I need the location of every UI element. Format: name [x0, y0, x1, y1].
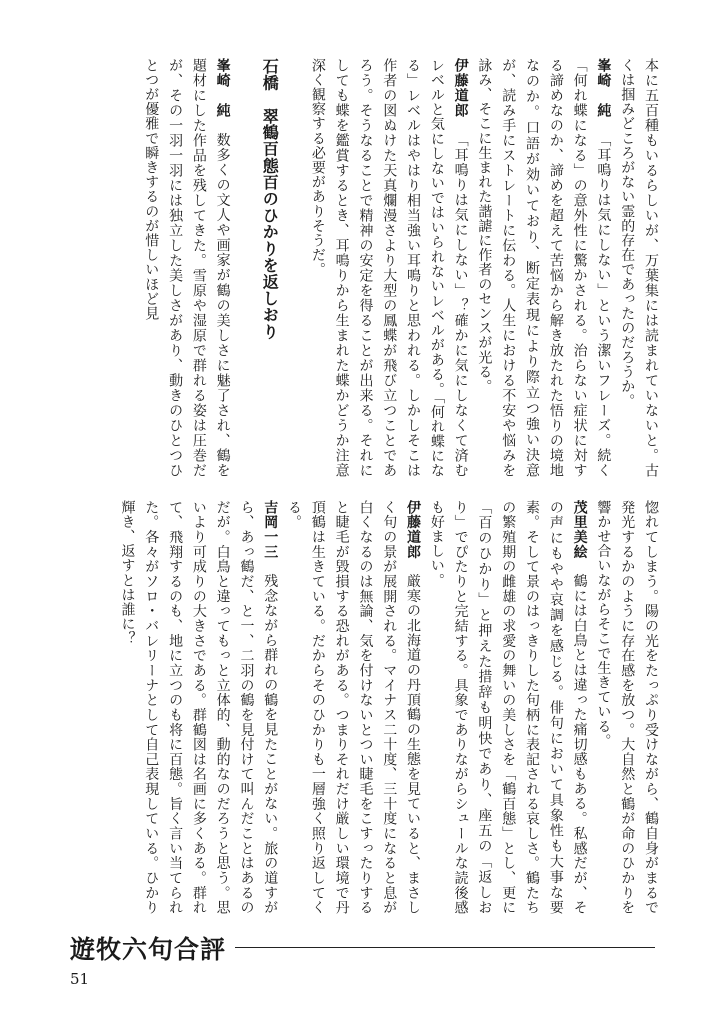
section-heading-line — [281, 58, 305, 478]
lower-text-column — [70, 500, 662, 915]
paragraph — [281, 500, 424, 915]
page-number: 51 — [70, 970, 90, 988]
title-rule — [235, 947, 655, 948]
commenter-name: 峯崎 純 — [595, 58, 612, 119]
paragraph-text: 鶴には白鳥とは違った痛切感もある。私感だが、その声にもやや哀調を感じる。俳句において具象性も大事な要素。そして景のはっきりした句柄に表記される哀しさ。鶴たちの繁殖期の雌雄の求愛の舞いの美しさを「鶴百態」とし、更に「百のひかり」と押えた措辞も明快であり、座五の「返しおり」でぴたりと完結する。具象でありながらシュールな読後感も好ましい。 — [428, 500, 588, 915]
paragraph-text: 残念ながら群れの鶴を見たことがない。旅の道すがら、あっ鶴だ、と一、二羽の鶴を見付けて叫んだことはあるのだが。白鳥と違ってもっと立体的、動的なのだろうと思う。思いより可成りの大きさである。群鶴図は名画に多くある。群れて、飛翔するのも、地に立つのも将に百態。旨く言い当てられた。各々がソロ・バレリーナとして自己表現している。ひかり輝き、返すとは誰に？ — [119, 500, 279, 915]
upper-text-column — [70, 58, 662, 478]
haiku-author: 石橋 翠 — [260, 58, 280, 125]
commenter-name: 伊藤道郎 — [452, 58, 469, 119]
section-heading-line — [257, 58, 281, 478]
paragraph-text: 惚れてしまう。陽の光をたっぷり受けながら、鶴自身がまるで発光するかのように存在感を放つ。大自然と鶴が命のひかりを響かせ合いながらそこで生きている。 — [595, 500, 659, 915]
paragraph — [472, 58, 615, 478]
commenter-name: 吉岡一三 — [262, 500, 279, 560]
paragraph-text: 厳寒の北海道の丹頂鶴の生態を見ていると、まさしく句の景が展開される。マイナス二十度、三十度になると息が白くなるのは無論、気を付けないとつい睫毛をこすったりすると睫毛が毀損する恐れがある。つまりそれだけ厳しい環境で丹頂鶴は生きている。だからそのひかりも一層強く照り返してくる。 — [286, 500, 422, 915]
paragraph — [115, 500, 282, 915]
section-heading — [257, 58, 281, 478]
paragraph-text: 本に五百種もいるらしいが、万葉集には読まれていないと。古くは掴みどころがない霊的存在であったのだろうか。 — [619, 58, 659, 478]
paragraph-text: 「耳鳴りは気にしない」？確かに気にしなくて済むレベルと気にしないではいられないレベルがある。「何れ蝶になる」レベルはやはり相当強い耳鳴りと思われる。しかしそこは作者の図ぬけた天真爛漫さより大型の鳳蝶が飛び立つことであろう。そうなることで精神の安定を得ることが出来る。それにしても蝶を鑑賞するとき、耳鳴りから生まれた蝶かどうか注意深く観察する必要がありそうだ。 — [309, 58, 469, 478]
paragraph-text: 「耳鳴りは気にしない」という潔いフレーズ。続く「何れ蝶になる」の意外性に驚かされる。治らない症状に対する諦めなのか、諦めを超えて苦悩から解き放たれた悟りの境地なのか。口語が効いており、断定表現により際立つ強い決意が、読み手にストレートに伝わる。人生における不安や悩みを詠み、そこに生まれた諧謔に作者のセンスが光る。 — [476, 58, 612, 478]
paragraph — [138, 58, 233, 478]
haiku-heading: 鶴百態百のひかりを返しおり — [260, 124, 280, 341]
paragraph — [305, 58, 472, 478]
paragraph-text: 数多くの文人や画家が鶴の美しさに魅了され、鶴を題材にした作品を残してきた。雪原や湿原で群れる姿は圧巻だが、その一羽一羽には独立した美しさがあり、動きのひとつひとつが優雅で瞬きするのが惜しいほど見 — [143, 58, 231, 478]
paragraph — [614, 58, 662, 478]
commenter-name: 伊藤道郎 — [405, 500, 422, 560]
paragraph — [591, 500, 662, 915]
commenter-name: 峯崎 純 — [214, 58, 231, 119]
paragraph — [424, 500, 591, 915]
commenter-name: 茂里美絵 — [571, 500, 588, 560]
series-title: 遊牧六句合評 — [70, 935, 227, 964]
section-heading-line — [234, 58, 258, 478]
